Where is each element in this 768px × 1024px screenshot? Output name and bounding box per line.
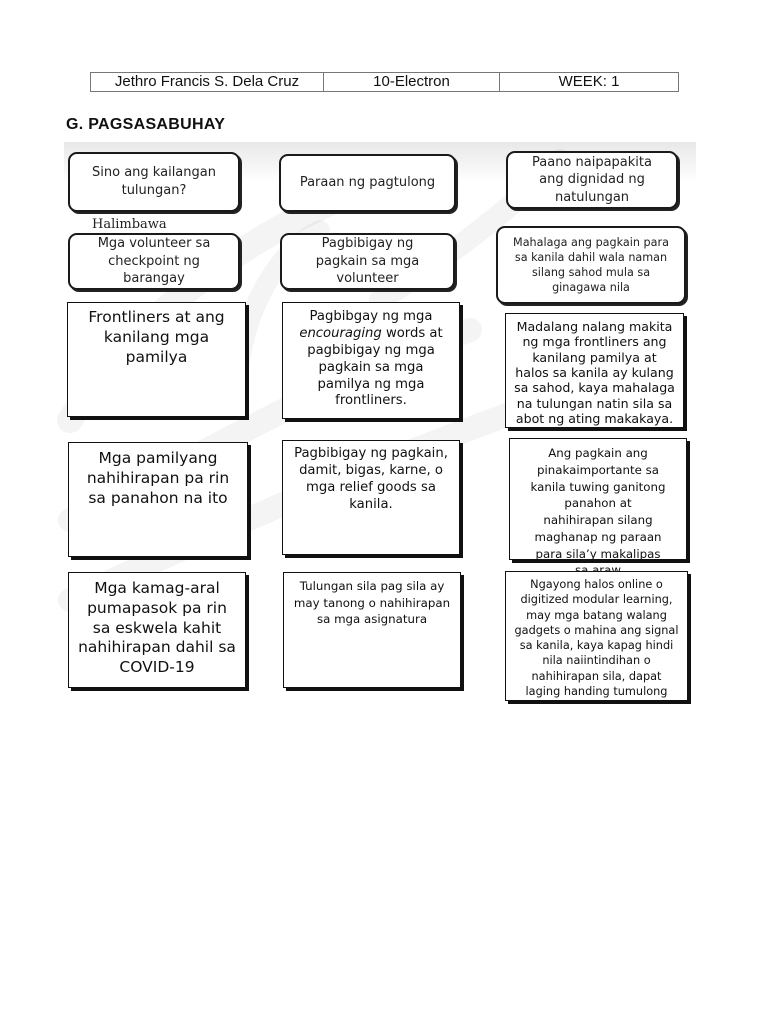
answer-dignity-1 <box>505 313 684 428</box>
example-dignity-text: Mahalaga ang pagkain para sa kanila dahil wala naman silang sahod mula sa ginagawa nila <box>513 235 669 295</box>
answer-dignity-3 <box>505 571 688 701</box>
example-how-text: Pagbibigay ng pagkain sa mga volunteer <box>315 236 420 287</box>
answer-who-1 <box>67 302 246 417</box>
answer-dignity-1-text: Madalang nalang makita ng mga frontliners ang kanilang pamilya at halos sa kanila ay kulang sa sahod, kaya mahalaga na tulungan natin sila sa abot ng ating makakaya. <box>514 319 675 427</box>
example-who <box>68 233 240 290</box>
answer-who-2 <box>68 442 248 557</box>
student-section: 10-Electron <box>324 73 500 92</box>
answer-how-3 <box>283 572 461 688</box>
column-header-who <box>68 152 240 212</box>
student-name: Jethro Francis S. Dela Cruz <box>91 73 324 92</box>
example-how <box>280 233 455 290</box>
answer-how-1 <box>282 302 460 419</box>
column-header-dignity-text: Paano naipapakita ang dignidad ng natulungan <box>532 154 652 205</box>
column-header-dignity <box>506 151 678 209</box>
answer-how-1-emphasis: encouraging <box>299 325 382 341</box>
example-dignity <box>496 226 686 304</box>
example-label: Halimbawa <box>92 217 167 232</box>
answer-who-1-text: Frontliners at ang kanilang mga pamilya <box>88 308 225 366</box>
answer-who-3 <box>68 572 246 688</box>
column-header-who-text: Sino ang kailangan tulungan? <box>92 165 216 198</box>
column-header-how-text: Paraan ng pagtulong <box>299 175 436 191</box>
column-header-how <box>279 154 456 212</box>
answer-who-2-text: Mga pamilyang nahihirapan pa rin sa panahon na ito <box>86 449 230 507</box>
week-number: WEEK: 1 <box>500 73 679 92</box>
answer-dignity-2-text: Ang pagkain ang pinakaimportante sa kanila tuwing ganitong panahon at nahihirapan silang maghanap ng paraan para sila’y makalipas <box>530 446 666 561</box>
answer-dignity-3-text: Ngayong halos online o digitized modular learning, may mga batang walang gadgets o mahina ang signal sa kanila, kaya kapag hindi nila naiintindihan o nahihirapan sila, dapat laging handing tumulong <box>514 578 679 698</box>
answer-how-2 <box>282 440 460 555</box>
student-info-table <box>90 72 679 92</box>
answer-how-1-text-b: words at pagbibigay ng mga pagkain sa mga pamilya ng mga frontliners. <box>307 325 443 409</box>
answer-how-1-text-a: Pagbibgay ng mga <box>309 309 433 324</box>
section-title: G. PAGSASABUHAY <box>66 116 226 133</box>
answer-how-2-text: Pagbibigay ng pagkain, damit, bigas, karne, o mga relief goods sa kanila. <box>294 446 448 512</box>
answer-who-3-text: Mga kamag-aral pumapasok pa rin sa eskwela kahit nahihirapan dahil sa COVID-19 <box>78 579 236 677</box>
answer-dignity-2 <box>509 438 687 560</box>
answer-how-3-text: Tulungan sila pag sila ay may tanong o nahihirapan sa mga asignatura <box>293 579 451 627</box>
example-who-text: Mga volunteer sa checkpoint ng barangay <box>97 236 211 287</box>
